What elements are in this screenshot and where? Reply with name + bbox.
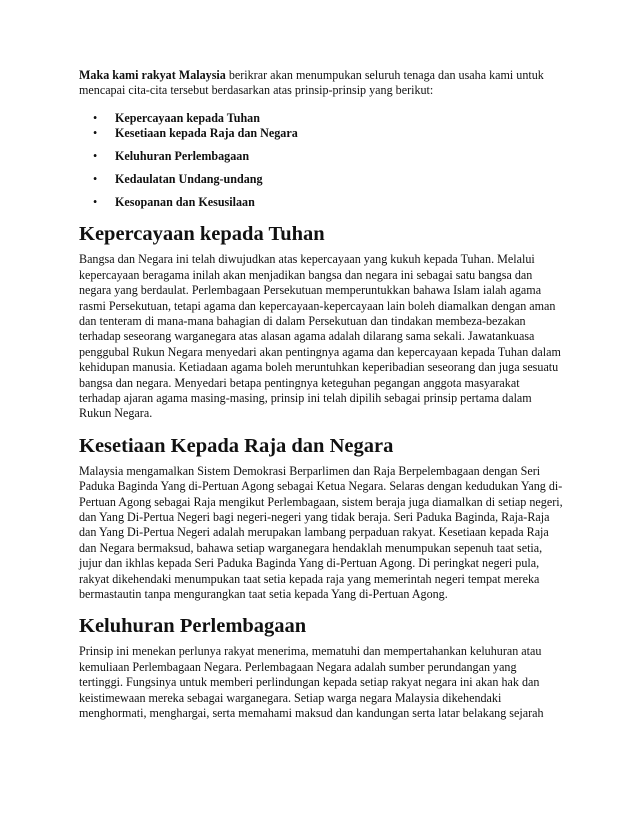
section-heading: Kepercayaan kepada Tuhan xyxy=(79,223,325,246)
intro-text: berikrar akan menumpukan seluruh tenaga dan usaha kami untuk mencapai cita-cita tersebut berdasarkan atas prinsip-prinsip yang berikut: xyxy=(79,68,544,98)
section-paragraph: Prinsip ini menekan perlunya rakyat menerima, mematuhi dan mempertahankan keluhuran atau kemuliaan Perlembagaan Negara. Perlembagaan Negara adalah sumber perundangan yang tertinggi. Fungsinya untuk memberi perlindungan kepada setiap rakyat negara ini akan hak dan keistimewaan mereka sebagai warganegara. Setiap warga negara Malaysia dikehendaki menghormati, menghargai, serta memahami maksud dan kandungan serta latar belakang sejarah xyxy=(79,644,544,721)
list-item: • Kesetiaan kepada Raja dan Negara xyxy=(79,126,563,141)
intro-paragraph xyxy=(79,68,563,99)
list-item: • Kedaulatan Undang-undang xyxy=(79,172,563,187)
section-paragraph: Bangsa dan Negara ini telah diwujudkan atas kepercayaan yang kukuh kepada Tuhan. Melalui kepercayaan beragama inilah akan menjadikan bangsa dan negara ini sebagai satu bangsa dan negara yang berdaulat. Perlembagaan Persekutuan memperuntukkan bahawa Islam ialah agama rasmi Persekutuan, tetapi agama dan kepercayaan-kepercayaan lain boleh diamalkan dengan aman dan tenteram di mana-mana bahagian di dalam Persekutuan dan tindakan membeza-bezakan terhadap seseorang warganegara atas alasan agama adalah dilarang sama sekali. Jawatankuasa penggubal Rukun Negara menyedari akan pentingnya agama dan kepercayaan kepada Tuhan dalam kehidupan manusia. Ketiadaan agama boleh meruntuhkan keperibadian seseorang dan juga sesuatu bangsa dan negara. Menyedari betapa pentingnya keteguhan pegangan anggota masyarakat terhadap ajaran agama masing-masing, prinsip ini telah dipilih sebagai prinsip pertama dalam Rukun Negara. xyxy=(79,252,561,421)
list-item: • Kesopanan dan Kesusilaan xyxy=(79,195,563,210)
list-item: • Keluhuran Perlembagaan xyxy=(79,149,563,164)
list-item: • Kepercayaan kepada Tuhan xyxy=(79,111,563,126)
section-heading: Kesetiaan Kepada Raja dan Negara xyxy=(79,434,394,457)
document-page xyxy=(79,68,563,722)
section-heading: Keluhuran Perlembagaan xyxy=(79,615,307,638)
intro-bold: Maka kami rakyat Malaysia xyxy=(79,68,226,82)
principles-list xyxy=(79,111,563,211)
section-paragraph: Malaysia mengamalkan Sistem Demokrasi Berparlimen dan Raja Berpelembagaan dengan Seri Paduka Baginda Yang di-Pertuan Agong sebagai Ketua Negara. Selaras dengan kedudukan Yang di-Pertuan Agong sebagai Raja mengikut Perlembagaan, sistem beraja juga diamalkan di setiap negeri, dan Yang Di-Pertua Negeri bagi negeri-negeri yang tidak beraja. Seri Paduka Baginda, Raja-Raja dan Yang Di-Pertua Negeri adalah merupakan lambang perpaduan rakyat. Kesetiaan kepada Raja dan Negara bermaksud, bahawa setiap warganegara hendaklah menumpukan sepenuh taat setia, jujur dan ikhlas kepada Seri Paduka Baginda Yang di-Pertuan Agong. Di peringkat negeri pula, rakyat dikehendaki menumpukan taat setia kepada raja yang memerintah negeri tempat mereka bermastautin tanpa mengurangkan taat setia kepada Yang di-Pertuan Agong. xyxy=(79,463,563,602)
